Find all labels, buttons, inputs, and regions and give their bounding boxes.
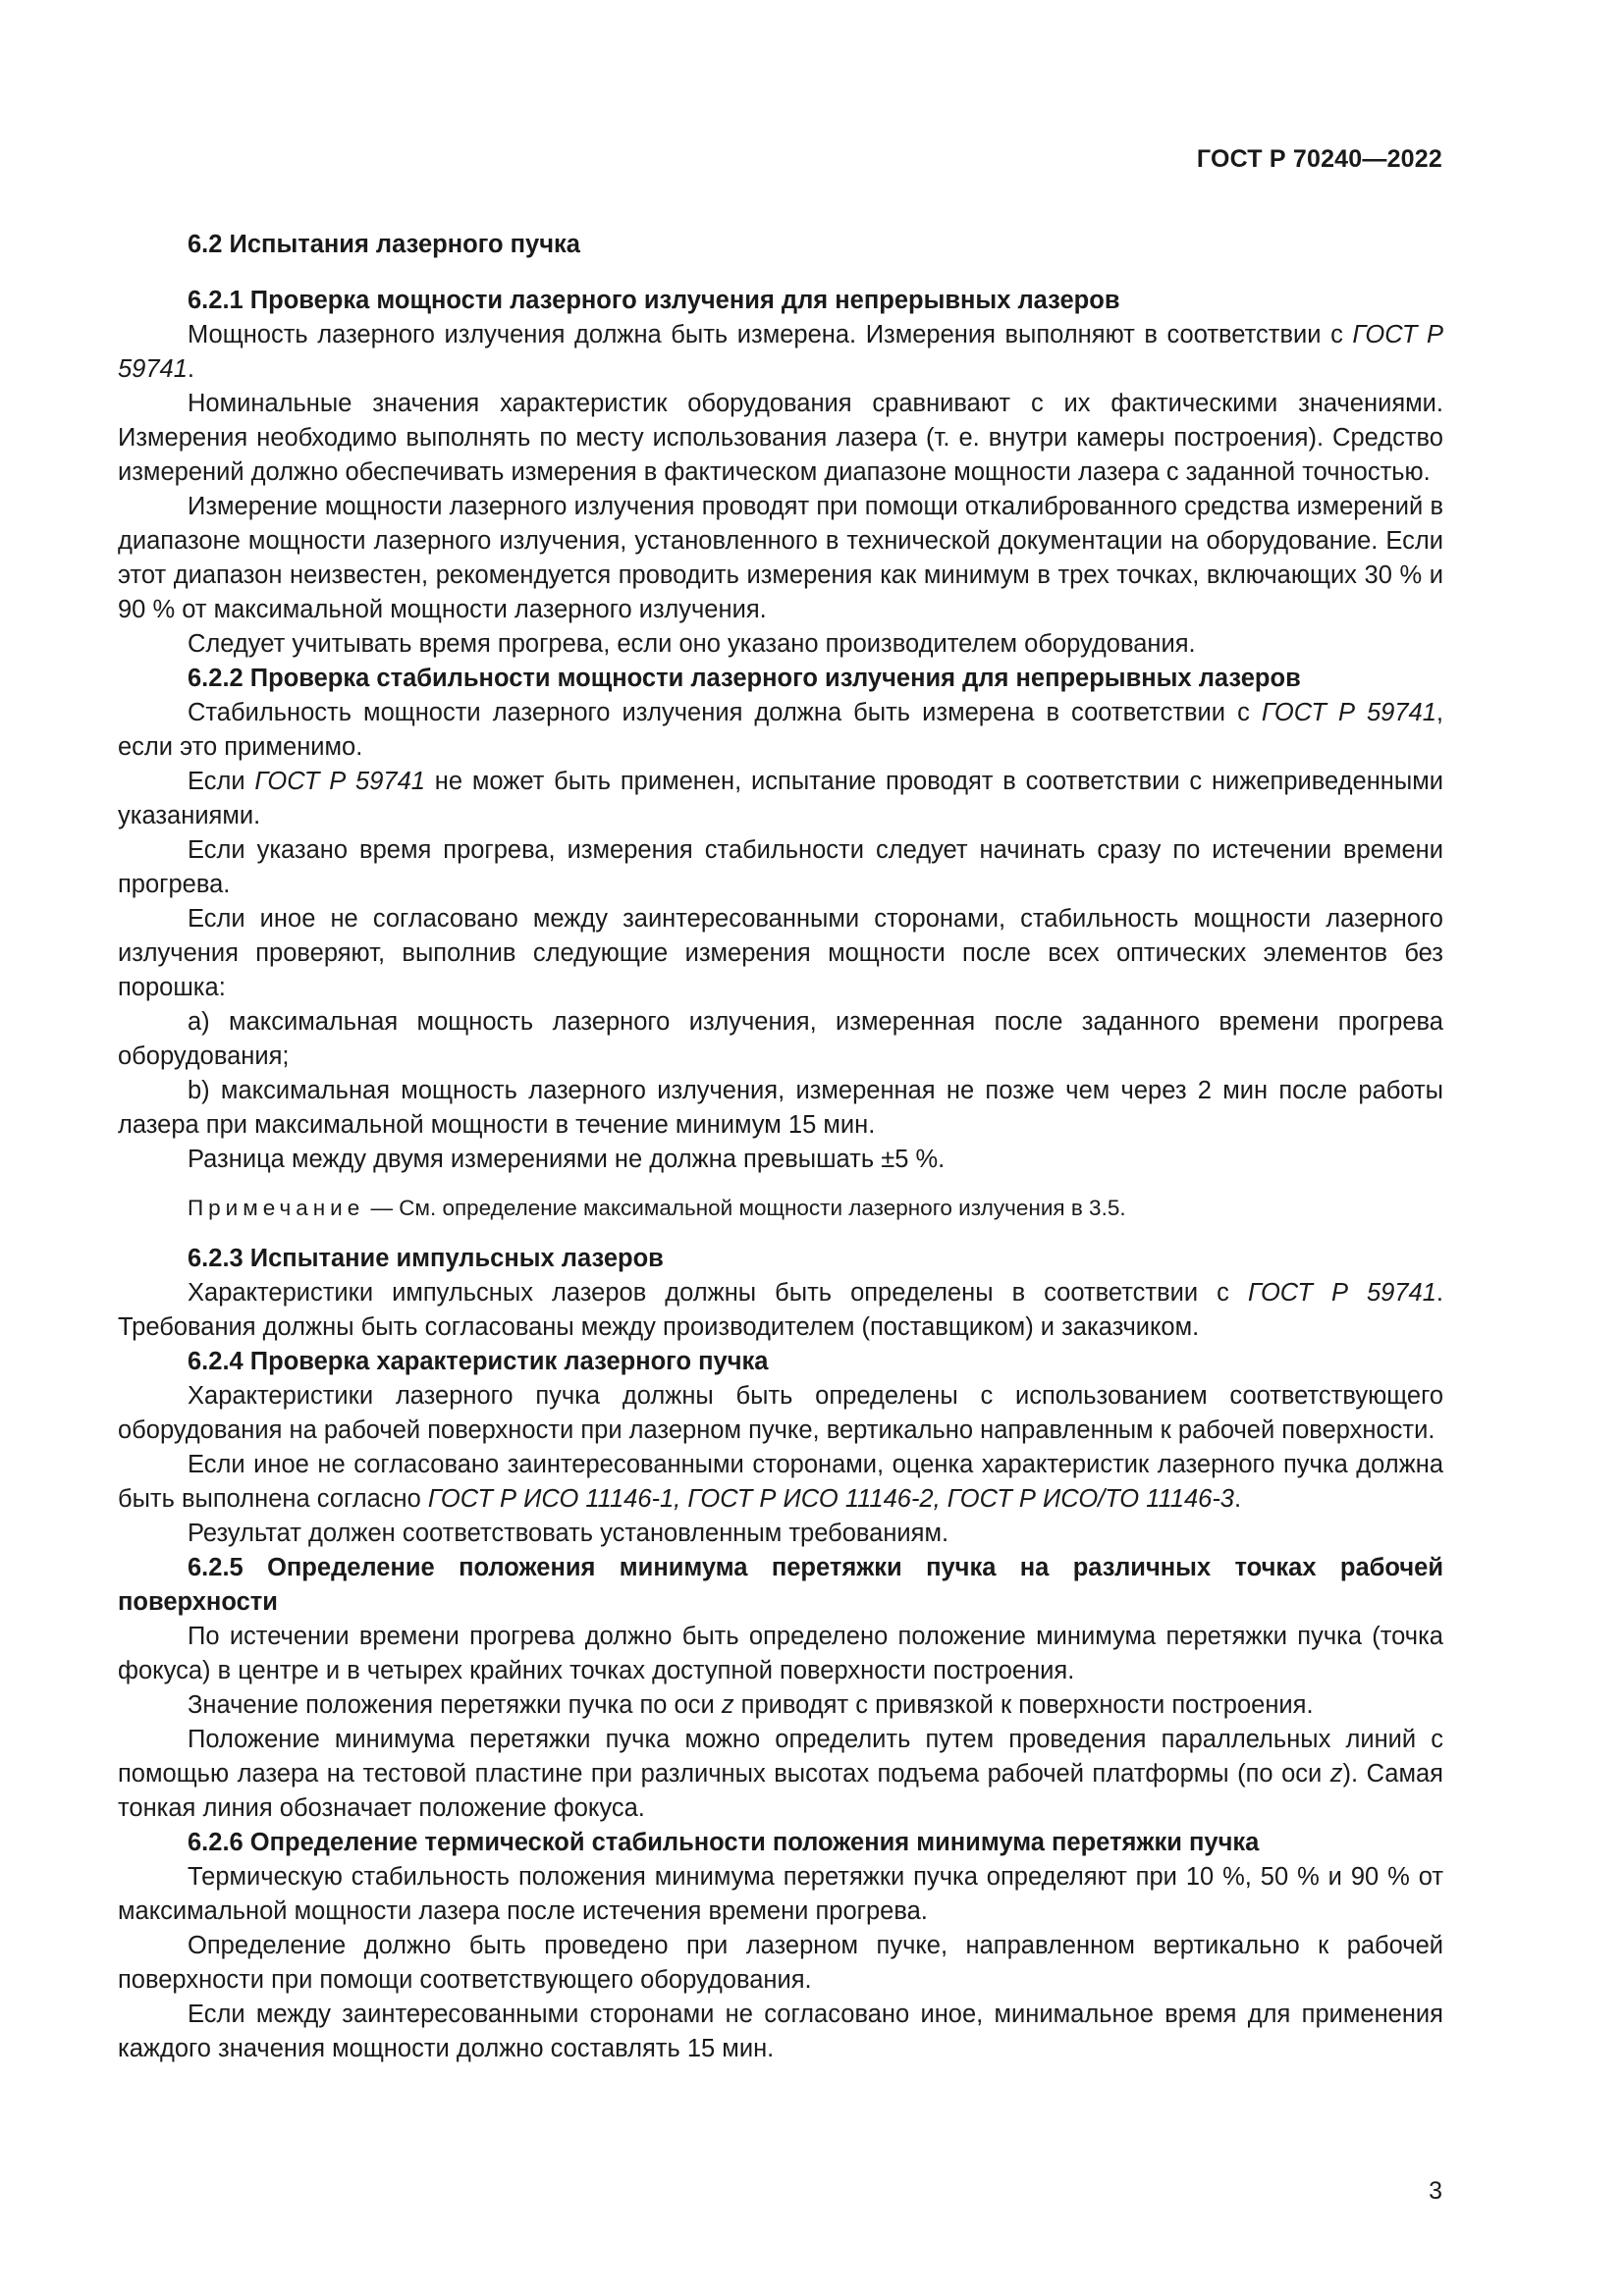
- section-6-2-4-heading: 6.2.4 Проверка характеристик лазерного пучка: [188, 1348, 769, 1375]
- paragraph: Измерение мощности лазерного излучения проводят при помощи откалиброванного средства измерений в диапазоне мощности лазерного излучения, установленного в технической документации на оборудование. Если этот диапазон неизвестен, рекомендуется проводить измерения как минимум в трех точках, включающих 30 % и 90 % от максимальной мощности лазерного излучения.: [118, 493, 1443, 623]
- document-code-header: ГОСТ Р 70240—2022: [1196, 145, 1442, 173]
- paragraph: Определение должно быть проведено при лазерном пучке, направленном вертикально к рабочей поверхности при помощи соответствующего оборудования.: [118, 1932, 1443, 1994]
- paragraph: Положение минимума перетяжки пучка можно определить путем проведения параллельных линий с помощью лазера на тестовой пластине при различных высотах подъема рабочей платформы (по оси z). Самая тонкая линия обозначает положение фокуса.: [118, 1726, 1443, 1822]
- paragraph: Если между заинтересованными сторонами не согласовано иное, минимальное время для применения каждого значения мощности должно составлять 15 мин.: [118, 2001, 1443, 2062]
- document-body: [118, 228, 1443, 2066]
- section-6-2-6-heading: 6.2.6 Определение термической стабильности положения минимума перетяжки пучка: [188, 1829, 1260, 1856]
- paragraph: Разница между двумя измерениями не должна превышать ±5 %.: [188, 1146, 946, 1173]
- list-item-b: b) максимальная мощность лазерного излучения, измеренная не позже чем через 2 мин после работы лазера при максимальной мощности в течение минимум 15 мин.: [118, 1077, 1443, 1139]
- paragraph: Если ГОСТ Р 59741 не может быть применен, испытание проводят в соответствии с нижеприведенными указаниями.: [118, 768, 1443, 829]
- paragraph: Термическую стабильность положения минимума перетяжки пучка определяют при 10 %, 50 % и 90 % от максимальной мощности лазера после истечения времени прогрева.: [118, 1863, 1443, 1925]
- paragraph: Номинальные значения характеристик оборудования сравнивают с их фактическими значениями. Измерения необходимо выполнять по месту использования лазера (т. е. внутри камеры построения). Средство измерений должно обеспечивать измерения в фактическом диапазоне мощности лазера с заданной точностью.: [118, 390, 1443, 486]
- paragraph: Если иное не согласовано заинтересованными сторонами, оценка характеристик лазерного пучка должна быть выполнена согласно ГОСТ Р ИСО 11146-1, ГОСТ Р ИСО 11146-2, ГОСТ Р ИСО/ТО 11146-3.: [118, 1451, 1443, 1513]
- section-6-2-2-heading: 6.2.2 Проверка стабильности мощности лазерного излучения для непрерывных лазеров: [188, 665, 1301, 692]
- paragraph: Значение положения перетяжки пучка по оси z приводят с привязкой к поверхности построения.: [188, 1691, 1314, 1719]
- paragraph: Мощность лазерного излучения должна быть измерена. Измерения выполняют в соответствии с ГОСТ Р 59741.: [118, 321, 1443, 383]
- list-item-a: a) максимальная мощность лазерного излучения, измеренная после заданного времени прогрева оборудования;: [118, 1008, 1443, 1070]
- paragraph: Если иное не согласовано между заинтересованными сторонами, стабильность мощности лазерного излучения проверяют, выполнив следующие измерения мощности после всех оптических элементов без порошка:: [118, 905, 1443, 1001]
- section-6-2-heading: 6.2 Испытания лазерного пучка: [188, 231, 580, 258]
- note-label: Примечание: [188, 1196, 365, 1220]
- standard-reference: ГОСТ Р 59741: [1261, 699, 1436, 726]
- axis-variable: z: [1329, 1760, 1343, 1788]
- paragraph: Результат должен соответствовать установленным требованиям.: [188, 1520, 949, 1547]
- paragraph: Характеристики лазерного пучка должны быть определены с использованием соответствующего оборудования на рабочей поверхности при лазерном пучке, вертикально направленным к рабочей поверхности.: [118, 1382, 1443, 1444]
- standard-reference: ГОСТ Р 59741: [118, 321, 1443, 383]
- paragraph: Если указано время прогрева, измерения стабильности следует начинать сразу по истечении времени прогрева.: [118, 836, 1443, 898]
- paragraph: По истечении времени прогрева должно быть определено положение минимума перетяжки пучка (точка фокуса) в центре и в четырех крайних точках доступной поверхности построения.: [118, 1623, 1443, 1684]
- section-6-2-3-heading: 6.2.3 Испытание импульсных лазеров: [188, 1245, 664, 1272]
- standard-reference: ГОСТ Р 59741: [254, 768, 425, 795]
- note-text: — См. определение максимальной мощности лазерного излучения в 3.5.: [364, 1196, 1126, 1220]
- paragraph: Стабильность мощности лазерного излучения должна быть измерена в соответствии с ГОСТ Р 59741, если это применимо.: [118, 699, 1444, 761]
- standard-reference: ГОСТ Р 59741: [1247, 1279, 1436, 1307]
- section-6-2-1-heading: 6.2.1 Проверка мощности лазерного излучения для непрерывных лазеров: [188, 287, 1120, 314]
- axis-variable: z: [721, 1691, 734, 1719]
- paragraph: Следует учитывать время прогрева, если оно указано производителем оборудования.: [188, 630, 1196, 658]
- paragraph: Характеристики импульсных лазеров должны быть определены в соответствии с ГОСТ Р 59741. Требования должны быть согласованы между производителем (поставщиком) и заказчиком.: [118, 1279, 1444, 1341]
- standard-reference: ГОСТ Р ИСО 11146-1, ГОСТ Р ИСО 11146-2, ГОСТ Р ИСО/ТО 11146-3: [427, 1485, 1234, 1513]
- section-6-2-5-heading: 6.2.5 Определение положения минимума перетяжки пучка на различных точках рабочей поверхности: [118, 1554, 1443, 1616]
- page-number: 3: [1429, 2177, 1442, 2205]
- note: [118, 1193, 1443, 1224]
